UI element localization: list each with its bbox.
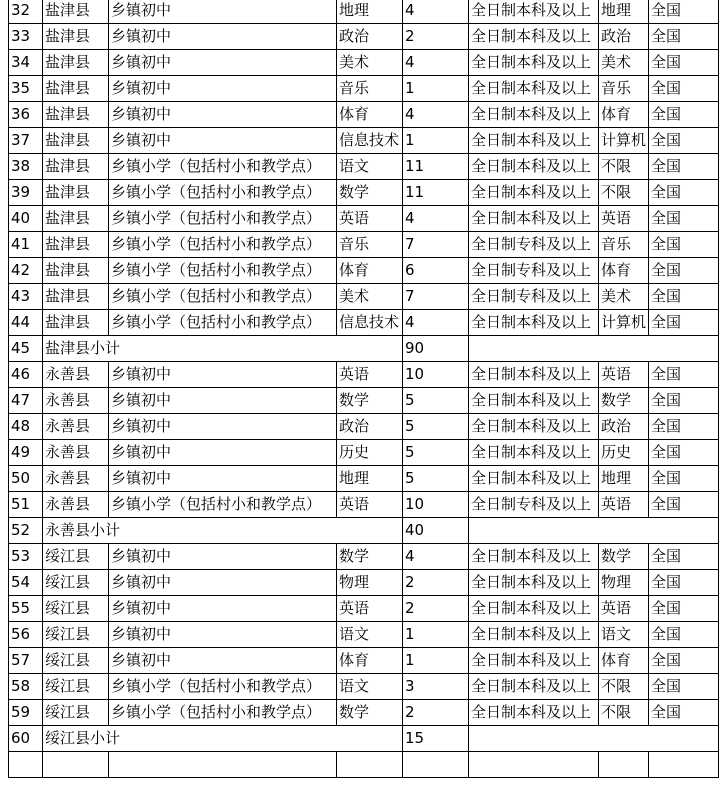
education-cell: 全日制专科及以上 [469,258,599,284]
education-cell: 全日制本科及以上 [469,310,599,336]
scope-cell: 全国 [649,128,719,154]
major-cell: 政治 [599,24,649,50]
scope-cell: 全国 [649,180,719,206]
scope-cell: 全国 [649,258,719,284]
school-type-cell: 乡镇初中 [109,24,337,50]
school-type-cell: 乡镇初中 [109,596,337,622]
education-cell: 全日制本科及以上 [469,596,599,622]
school-type-cell: 乡镇初中 [109,102,337,128]
subject-cell: 数学 [337,388,403,414]
row-number: 39 [9,180,43,206]
scope-cell: 全国 [649,284,719,310]
major-cell: 语文 [599,622,649,648]
subject-cell: 音乐 [337,76,403,102]
row-number: 32 [9,0,43,24]
education-cell: 全日制本科及以上 [469,414,599,440]
subject-cell: 政治 [337,414,403,440]
county-cell: 盐津县 [43,128,109,154]
table-row [9,570,719,596]
count-cell: 2 [403,570,469,596]
scope-cell: 全国 [649,24,719,50]
blank-cell [599,752,649,778]
school-type-cell: 乡镇初中 [109,440,337,466]
subject-cell: 美术 [337,284,403,310]
subtotal-label: 绥江县小计 [43,726,403,752]
education-cell: 全日制本科及以上 [469,466,599,492]
education-cell: 全日制本科及以上 [469,674,599,700]
major-cell: 不限 [599,154,649,180]
county-cell: 永善县 [43,440,109,466]
scope-cell: 全国 [649,76,719,102]
county-cell: 盐津县 [43,180,109,206]
school-type-cell: 乡镇初中 [109,128,337,154]
recruitment-table [8,0,719,778]
school-type-cell: 乡镇小学（包括村小和教学点） [109,258,337,284]
county-cell: 盐津县 [43,154,109,180]
scope-cell: 全国 [649,414,719,440]
subtotal-count: 90 [403,336,469,362]
education-cell: 全日制本科及以上 [469,0,599,24]
major-cell: 计算机 [599,310,649,336]
count-cell: 11 [403,180,469,206]
count-cell: 1 [403,648,469,674]
major-cell: 计算机 [599,128,649,154]
school-type-cell: 乡镇小学（包括村小和教学点） [109,154,337,180]
school-type-cell: 乡镇初中 [109,362,337,388]
count-cell: 4 [403,544,469,570]
education-cell: 全日制本科及以上 [469,50,599,76]
blank-cell [9,752,43,778]
major-cell: 美术 [599,284,649,310]
table-row [9,180,719,206]
education-cell: 全日制本科及以上 [469,206,599,232]
scope-cell: 全国 [649,570,719,596]
county-cell: 盐津县 [43,284,109,310]
county-cell: 绥江县 [43,648,109,674]
row-number: 43 [9,284,43,310]
subject-cell: 语文 [337,154,403,180]
county-cell: 绥江县 [43,544,109,570]
table-row [9,700,719,726]
count-cell: 4 [403,50,469,76]
scope-cell: 全国 [649,440,719,466]
row-number: 51 [9,492,43,518]
education-cell: 全日制本科及以上 [469,128,599,154]
scope-cell: 全国 [649,544,719,570]
table-row [9,24,719,50]
blank-cell [43,752,109,778]
education-cell: 全日制专科及以上 [469,232,599,258]
subject-cell: 英语 [337,206,403,232]
subject-cell: 体育 [337,648,403,674]
major-cell: 音乐 [599,232,649,258]
blank-row [9,752,719,778]
county-cell: 盐津县 [43,0,109,24]
row-number: 48 [9,414,43,440]
county-cell: 盐津县 [43,206,109,232]
table-row [9,284,719,310]
education-cell: 全日制本科及以上 [469,700,599,726]
scope-cell: 全国 [649,154,719,180]
subject-cell: 音乐 [337,232,403,258]
row-number: 54 [9,570,43,596]
subject-cell: 英语 [337,492,403,518]
major-cell: 英语 [599,362,649,388]
count-cell: 11 [403,154,469,180]
county-cell: 盐津县 [43,258,109,284]
major-cell: 政治 [599,414,649,440]
row-number: 46 [9,362,43,388]
education-cell: 全日制专科及以上 [469,492,599,518]
row-number: 33 [9,24,43,50]
row-number: 59 [9,700,43,726]
table-row [9,674,719,700]
major-cell: 体育 [599,102,649,128]
major-cell: 历史 [599,440,649,466]
subtotal-empty [469,726,719,752]
blank-cell [649,752,719,778]
scope-cell: 全国 [649,492,719,518]
count-cell: 5 [403,414,469,440]
subject-cell: 历史 [337,440,403,466]
county-cell: 盐津县 [43,102,109,128]
table-row [9,362,719,388]
count-cell: 4 [403,102,469,128]
school-type-cell: 乡镇小学（包括村小和教学点） [109,674,337,700]
major-cell: 不限 [599,700,649,726]
count-cell: 10 [403,492,469,518]
subject-cell: 地理 [337,0,403,24]
row-number: 52 [9,518,43,544]
scope-cell: 全国 [649,362,719,388]
row-number: 42 [9,258,43,284]
major-cell: 音乐 [599,76,649,102]
row-number: 35 [9,76,43,102]
count-cell: 2 [403,24,469,50]
table-row [9,544,719,570]
school-type-cell: 乡镇初中 [109,622,337,648]
education-cell: 全日制本科及以上 [469,76,599,102]
subtotal-row [9,518,719,544]
county-cell: 永善县 [43,466,109,492]
major-cell: 体育 [599,648,649,674]
county-cell: 盐津县 [43,232,109,258]
school-type-cell: 乡镇小学（包括村小和教学点） [109,310,337,336]
table-row [9,258,719,284]
table-row [9,388,719,414]
table-body [9,0,719,778]
school-type-cell: 乡镇小学（包括村小和教学点） [109,492,337,518]
count-cell: 7 [403,232,469,258]
table-row [9,76,719,102]
row-number: 55 [9,596,43,622]
county-cell: 盐津县 [43,76,109,102]
school-type-cell: 乡镇小学（包括村小和教学点） [109,180,337,206]
education-cell: 全日制本科及以上 [469,622,599,648]
major-cell: 地理 [599,0,649,24]
education-cell: 全日制本科及以上 [469,180,599,206]
education-cell: 全日制专科及以上 [469,284,599,310]
scope-cell: 全国 [649,50,719,76]
count-cell: 3 [403,674,469,700]
table-row [9,466,719,492]
table-row [9,310,719,336]
county-cell: 绥江县 [43,622,109,648]
major-cell: 英语 [599,492,649,518]
school-type-cell: 乡镇小学（包括村小和教学点） [109,206,337,232]
school-type-cell: 乡镇初中 [109,0,337,24]
table-row [9,492,719,518]
scope-cell: 全国 [649,0,719,24]
school-type-cell: 乡镇初中 [109,648,337,674]
table-row [9,154,719,180]
subject-cell: 数学 [337,544,403,570]
row-number: 38 [9,154,43,180]
blank-cell [403,752,469,778]
county-cell: 永善县 [43,388,109,414]
count-cell: 7 [403,284,469,310]
row-number: 58 [9,674,43,700]
count-cell: 4 [403,206,469,232]
row-number: 50 [9,466,43,492]
count-cell: 10 [403,362,469,388]
scope-cell: 全国 [649,388,719,414]
subject-cell: 物理 [337,570,403,596]
subject-cell: 语文 [337,674,403,700]
county-cell: 盐津县 [43,310,109,336]
subject-cell: 信息技术 [337,128,403,154]
count-cell: 5 [403,466,469,492]
major-cell: 数学 [599,388,649,414]
county-cell: 盐津县 [43,50,109,76]
count-cell: 4 [403,0,469,24]
subtotal-empty [469,336,719,362]
row-number: 60 [9,726,43,752]
school-type-cell: 乡镇初中 [109,414,337,440]
subject-cell: 体育 [337,102,403,128]
row-number: 36 [9,102,43,128]
education-cell: 全日制本科及以上 [469,154,599,180]
scope-cell: 全国 [649,466,719,492]
row-number: 40 [9,206,43,232]
county-cell: 绥江县 [43,570,109,596]
blank-cell [469,752,599,778]
table-row [9,206,719,232]
row-number: 57 [9,648,43,674]
county-cell: 绥江县 [43,674,109,700]
major-cell: 不限 [599,674,649,700]
subject-cell: 数学 [337,700,403,726]
major-cell: 地理 [599,466,649,492]
scope-cell: 全国 [649,596,719,622]
table-row [9,50,719,76]
row-number: 44 [9,310,43,336]
subtotal-row [9,336,719,362]
scope-cell: 全国 [649,648,719,674]
table-row [9,0,719,24]
scope-cell: 全国 [649,700,719,726]
education-cell: 全日制本科及以上 [469,440,599,466]
table-row [9,648,719,674]
row-number: 56 [9,622,43,648]
subject-cell: 英语 [337,362,403,388]
count-cell: 1 [403,76,469,102]
subject-cell: 地理 [337,466,403,492]
school-type-cell: 乡镇小学（包括村小和教学点） [109,232,337,258]
school-type-cell: 乡镇初中 [109,50,337,76]
major-cell: 体育 [599,258,649,284]
subtotal-label: 盐津县小计 [43,336,403,362]
scope-cell: 全国 [649,102,719,128]
school-type-cell: 乡镇小学（包括村小和教学点） [109,700,337,726]
table-row [9,596,719,622]
major-cell: 英语 [599,206,649,232]
subtotal-label: 永善县小计 [43,518,403,544]
table-row [9,622,719,648]
blank-cell [109,752,337,778]
major-cell: 美术 [599,50,649,76]
table-row [9,414,719,440]
row-number: 47 [9,388,43,414]
subject-cell: 语文 [337,622,403,648]
count-cell: 2 [403,700,469,726]
education-cell: 全日制本科及以上 [469,24,599,50]
subject-cell: 英语 [337,596,403,622]
school-type-cell: 乡镇初中 [109,570,337,596]
county-cell: 盐津县 [43,24,109,50]
row-number: 53 [9,544,43,570]
scope-cell: 全国 [649,674,719,700]
subtotal-count: 15 [403,726,469,752]
major-cell: 不限 [599,180,649,206]
scope-cell: 全国 [649,310,719,336]
blank-cell [337,752,403,778]
school-type-cell: 乡镇初中 [109,544,337,570]
table-row [9,440,719,466]
table-row [9,102,719,128]
subject-cell: 信息技术 [337,310,403,336]
education-cell: 全日制本科及以上 [469,544,599,570]
subject-cell: 体育 [337,258,403,284]
county-cell: 永善县 [43,414,109,440]
county-cell: 永善县 [43,362,109,388]
county-cell: 永善县 [43,492,109,518]
major-cell: 英语 [599,596,649,622]
count-cell: 1 [403,622,469,648]
scope-cell: 全国 [649,232,719,258]
subject-cell: 美术 [337,50,403,76]
subtotal-count: 40 [403,518,469,544]
major-cell: 物理 [599,570,649,596]
table-row [9,232,719,258]
school-type-cell: 乡镇初中 [109,76,337,102]
row-number: 49 [9,440,43,466]
count-cell: 1 [403,128,469,154]
row-number: 37 [9,128,43,154]
count-cell: 4 [403,310,469,336]
subject-cell: 政治 [337,24,403,50]
school-type-cell: 乡镇小学（包括村小和教学点） [109,284,337,310]
education-cell: 全日制本科及以上 [469,388,599,414]
table-row [9,128,719,154]
education-cell: 全日制本科及以上 [469,648,599,674]
education-cell: 全日制本科及以上 [469,362,599,388]
count-cell: 5 [403,388,469,414]
education-cell: 全日制本科及以上 [469,570,599,596]
scope-cell: 全国 [649,622,719,648]
count-cell: 2 [403,596,469,622]
subtotal-empty [469,518,719,544]
count-cell: 5 [403,440,469,466]
row-number: 45 [9,336,43,362]
scope-cell: 全国 [649,206,719,232]
row-number: 41 [9,232,43,258]
subject-cell: 数学 [337,180,403,206]
school-type-cell: 乡镇初中 [109,466,337,492]
school-type-cell: 乡镇初中 [109,388,337,414]
subtotal-row [9,726,719,752]
major-cell: 数学 [599,544,649,570]
education-cell: 全日制本科及以上 [469,102,599,128]
county-cell: 绥江县 [43,700,109,726]
row-number: 34 [9,50,43,76]
count-cell: 6 [403,258,469,284]
county-cell: 绥江县 [43,596,109,622]
